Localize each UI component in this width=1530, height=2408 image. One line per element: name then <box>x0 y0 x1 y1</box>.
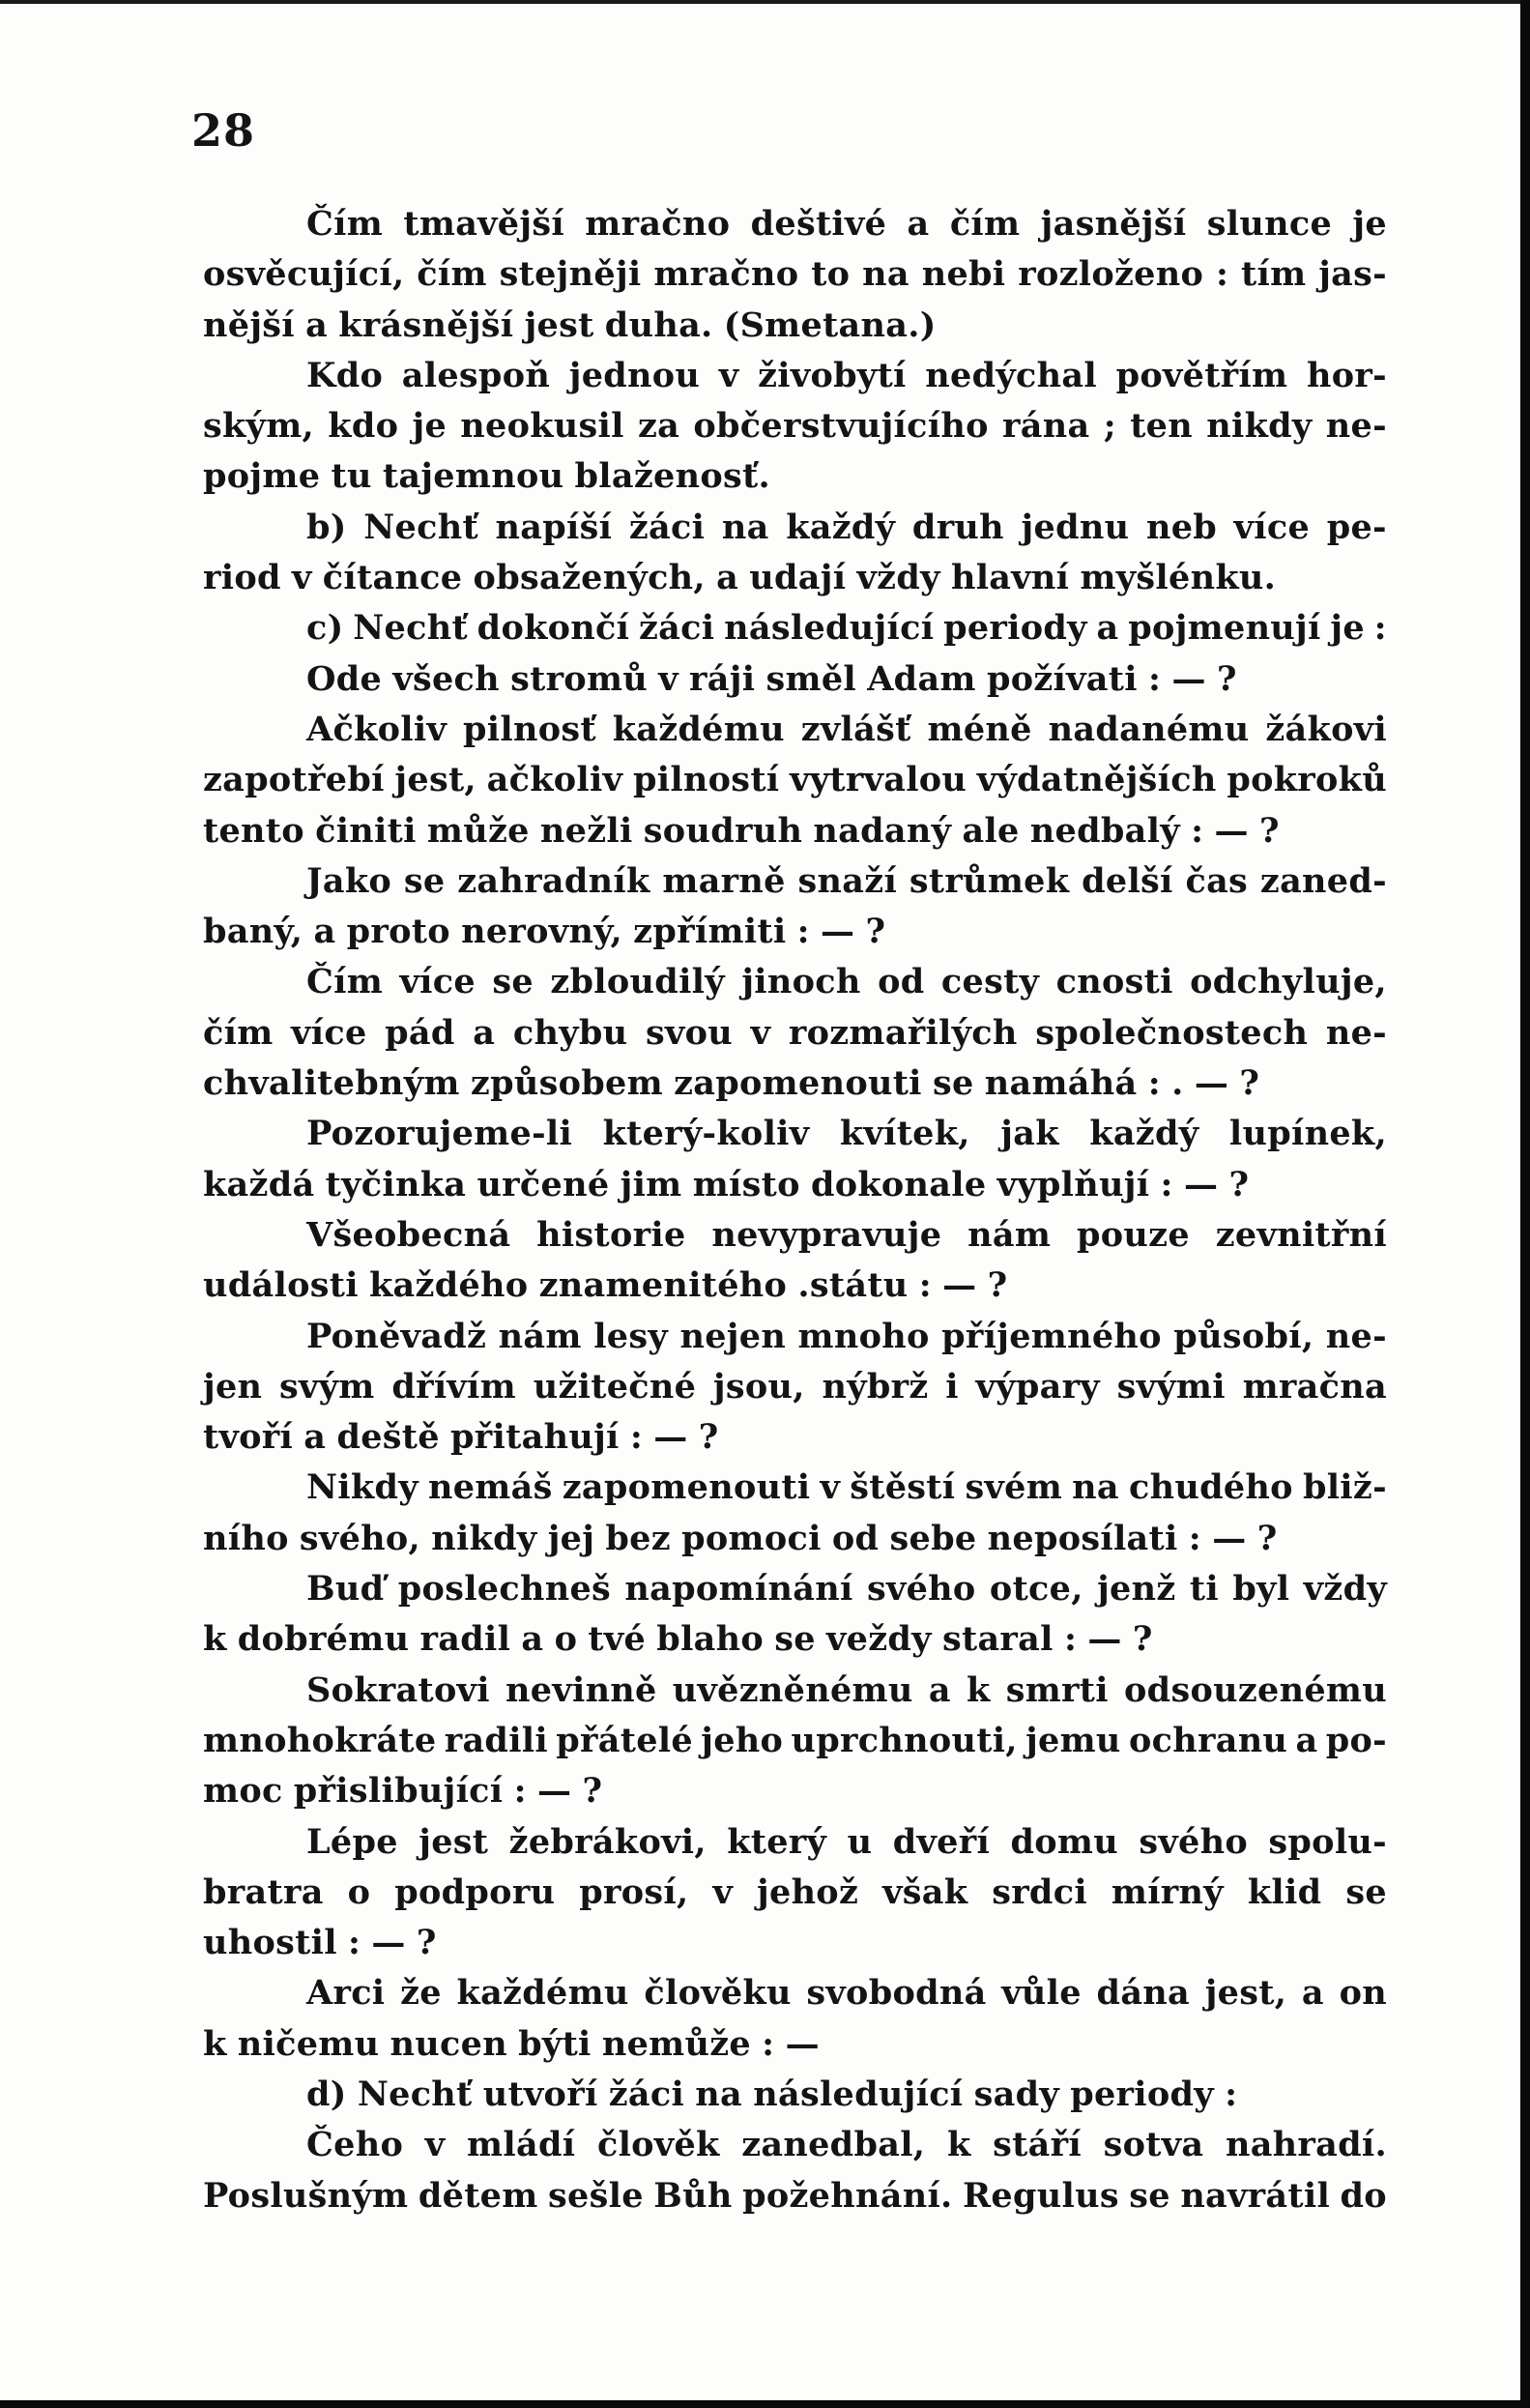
text-line: chvalitebným způsobem zapomenouti se namáhá : . — ? <box>203 1063 1260 1104</box>
text-line: k ničemu nucen býti nemůže : — <box>203 2023 820 2064</box>
text-line: Buď poslechneš napomínání svého otce, jenž ti byl vždy <box>306 1569 1387 1610</box>
text-line: nější a krásnější jest duha. (Smetana.) <box>203 305 937 345</box>
text-line: Čím tmavější mračno deštivé a čím jasnější slunce je <box>306 204 1387 244</box>
text-line: c) Nechť dokončí žáci následující periody a pojmenují je : <box>306 608 1387 649</box>
text-line: Jako se zahradník marně snaží strůmek delší čas zaned- <box>306 860 1387 901</box>
scan-edge-top <box>0 0 1530 4</box>
text-line: tvoří a deště přitahují : — ? <box>203 1417 719 1458</box>
text-line: jen svým dřívím užitečné jsou, nýbrž i výpary svými mračna <box>203 1366 1387 1407</box>
text-line: d) Nechť utvoří žáci na následující sady periody : <box>306 2074 1238 2114</box>
text-line: baný, a proto nerovný, zpřímiti : — ? <box>203 912 886 952</box>
text-line: Čím více se zbloudilý jinoch od cesty cnosti odchyluje, <box>306 962 1387 1002</box>
text-line: události každého znamenitého .státu : — ? <box>203 1265 1008 1306</box>
text-line: riod v čítance obsažených, a udají vždy hlavní myšlénku. <box>203 558 1277 598</box>
scan-edge-bottom <box>0 2400 1530 2408</box>
text-line: Poslušným dětem sešle Bůh požehnání. Regulus se navrátil do <box>203 2175 1387 2216</box>
text-line: Ode všech stromů v ráji směl Adam požívati : — ? <box>306 658 1237 699</box>
text-line: Nikdy nemáš zapomenouti v štěstí svém na chudého bliž- <box>306 1467 1387 1508</box>
text-line: Ačkoliv pilnosť každému zvlášť méně nadanému žákovi <box>306 709 1387 749</box>
page-number: 28 <box>191 104 256 157</box>
text-line: b) Nechť napíší žáci na každý druh jednu neb více pe- <box>306 507 1387 547</box>
text-line: uhostil : — ? <box>203 1923 437 1963</box>
text-line: Pozorujeme-li který-koliv kvítek, jak každý lupínek, <box>306 1114 1387 1154</box>
scan-edge-right <box>1520 0 1530 2408</box>
text-line: zapotřebí jest, ačkoliv pilností vytrvalou výdatnějších pokroků <box>203 760 1387 800</box>
text-line: Sokratovi nevinně uvězněnému a k smrti odsouzenému <box>306 1669 1387 1710</box>
text-line: Poněvadž nám lesy nejen mnoho příjemného působí, ne- <box>306 1316 1387 1356</box>
text-line: tento činiti může nežli soudruh nadaný ale nedbalý : — ? <box>203 810 1280 851</box>
text-line: čím více pád a chybu svou v rozmařilých společnostech ne- <box>203 1012 1387 1053</box>
text-line: bratra o podporu prosí, v jehož však srdci mírný klid se <box>203 1871 1387 1912</box>
text-line: Lépe jest žebrákovi, který u dveří domu svého spolu- <box>306 1821 1387 1862</box>
text-line: mnohokráte radili přátelé jeho uprchnouti, jemu ochranu a po- <box>203 1720 1387 1760</box>
body-text <box>203 199 1387 2221</box>
text-line: Kdo alespoň jednou v živobytí nedýchal povětřím hor- <box>306 355 1387 395</box>
text-line: Všeobecná historie nevypravuje nám pouze zevnitřní <box>306 1214 1387 1255</box>
text-line: Arci že každému člověku svobodná vůle dána jest, a on <box>306 1973 1387 2014</box>
text-line: moc přislibující : — ? <box>203 1771 603 1812</box>
text-line: Čeho v mládí člověk zanedbal, k stáří sotva nahradí. <box>306 2125 1387 2165</box>
text-line: pojme tu tajemnou blaženosť. <box>203 456 770 497</box>
text-line: ským, kdo je neokusil za občerstvujícího rána ; ten nikdy ne- <box>203 406 1387 447</box>
text-line: k dobrému radil a o tvé blaho se veždy staral : — ? <box>203 1619 1153 1660</box>
text-line: osvěcující, čím stejněji mračno to na nebi rozloženo : tím jas- <box>203 254 1387 295</box>
text-line: každá tyčinka určené jim místo dokonale vyplňují : — ? <box>203 1164 1250 1204</box>
text-line: ního svého, nikdy jej bez pomoci od sebe neposílati : — ? <box>203 1518 1278 1558</box>
